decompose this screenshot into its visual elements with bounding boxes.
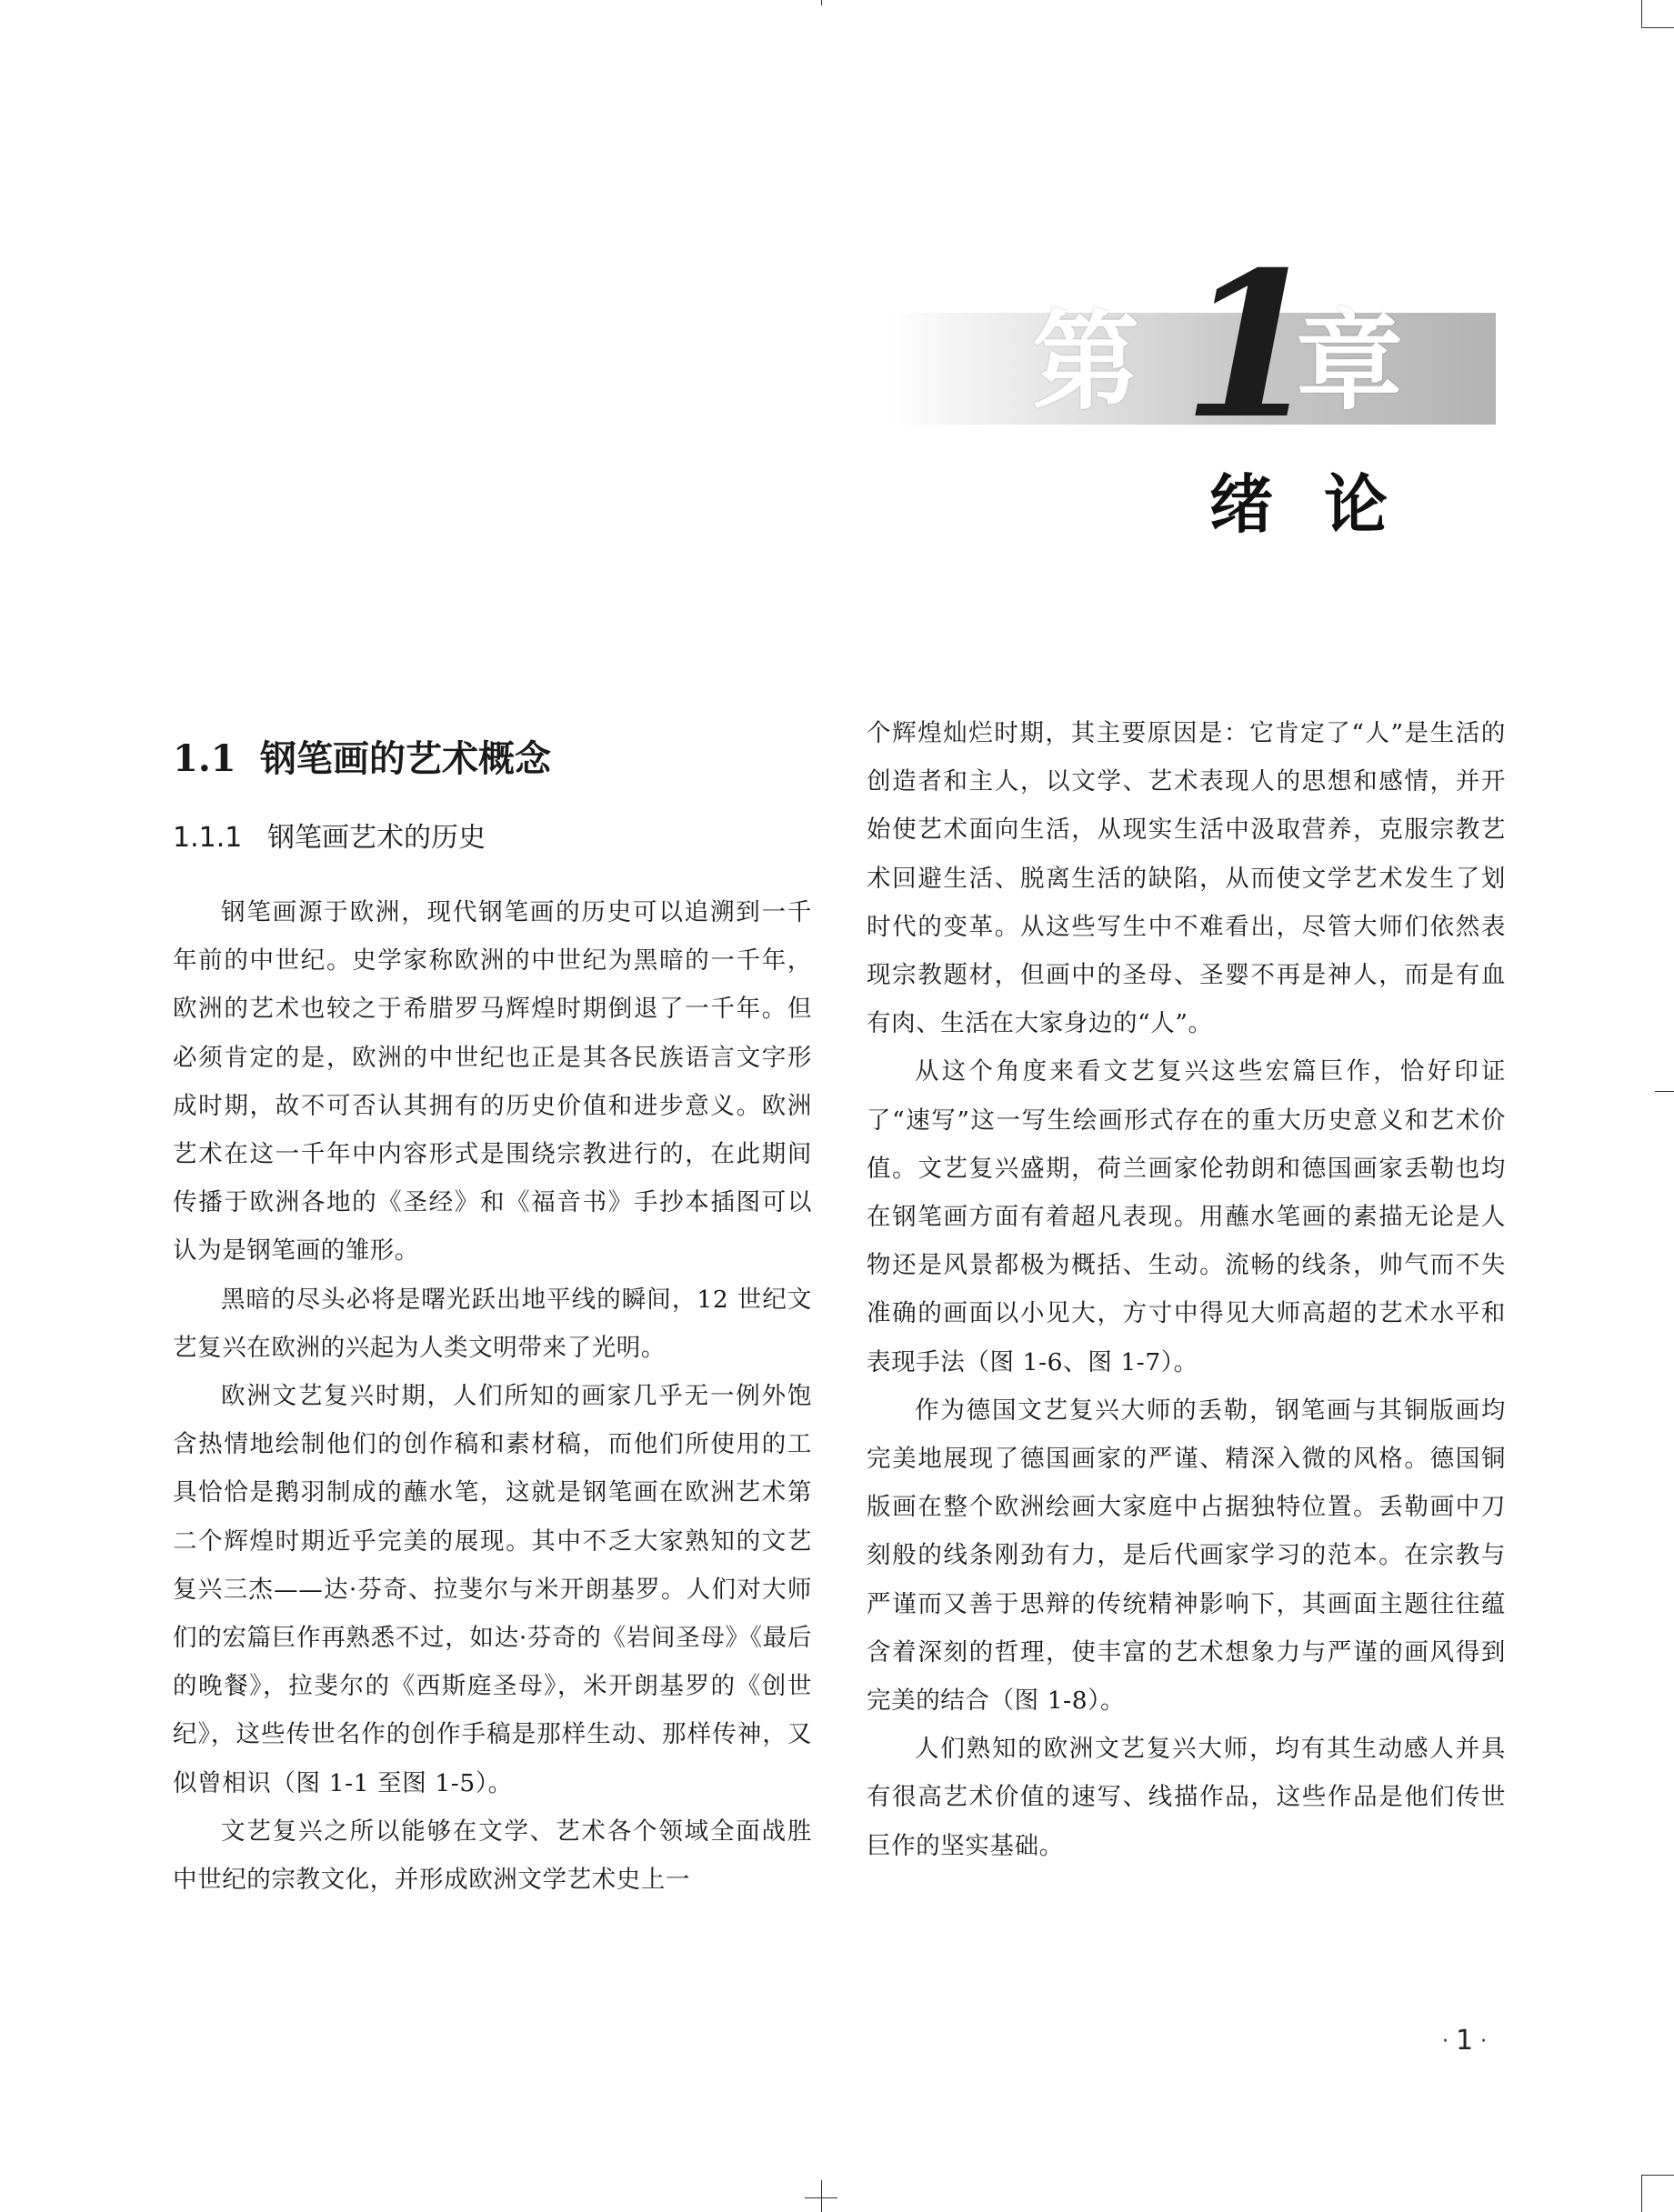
left-column [173,709,812,1904]
crop-mark [821,0,822,5]
section-number: 1.1 [173,737,236,780]
page-number [1435,2023,1494,2059]
page-number-value: 1 [1456,2025,1474,2057]
subsection-title: 钢笔画艺术的历史 [267,822,486,854]
crop-mark [805,2197,837,2198]
body-paragraph: 人们熟知的欧洲文艺复兴大师，均有其生动感人并具有很高艺术价值的速写、线描作品，这些作品是他们传世巨作的坚实基础。 [867,1735,1506,1860]
body-paragraph: 欧洲文艺复兴时期，人们所知的画家几乎无一例外饱含热情地绘制他们的创作稿和素材稿，而他们所使用的工具恰恰是鹅羽制成的蘸水笔，这就是钢笔画在欧洲艺术第二个辉煌时期近乎完美的展现。其中不乏大家熟知的文艺复兴三杰——达·芬奇、拉斐尔与米开朗基罗。人们对大师们的宏篇巨作再熟悉不过，如达·芬奇的《岩间圣母》《最后的晚餐》，拉斐尔的《西斯庭圣母》，米开朗基罗的《创世纪》，这些传世名作的创作手稿是那样生动、那样传神，又似曾相识（图 1-1 至图 1-5）。 [173,1382,812,1797]
chapter-suffix: 章 [1296,298,1404,425]
subsection-heading [173,820,812,856]
crop-mark [1655,1091,1674,1092]
body-paragraph: 钢笔画源于欧洲，现代钢笔画的历史可以追溯到一千年前的中世纪。史学家称欧洲的中世纪为黑暗的一千年，欧洲的艺术也较之于希腊罗马辉煌时期倒退了一千年。但必须肯定的是，欧洲的中世纪也正是其各民族语言文字形成时期，故不可否认其拥有的历史价值和进步意义。欧洲艺术在这一千年中内容形式是围绕宗教进行的，在此期间传播于欧洲各地的《圣经》和《福音书》手抄本插图可以认为是钢笔画的雏形。 [173,898,812,1266]
crop-mark [1641,0,1642,27]
section-title: 钢笔画的艺术概念 [260,737,551,780]
page-number-dot: · [1442,2029,1448,2053]
crop-mark [1641,2175,1674,2176]
crop-mark [1641,27,1674,28]
body-paragraph: 从这个角度来看文艺复兴这些宏篇巨作，恰好印证了“速写”这一写生绘画形式存在的重大历史意义和艺术价值。文艺复兴盛期，荷兰画家伦勃朗和德国画家丢勒也均在钢笔画方面有着超凡表现。用蘸水笔画的素描无论是人物还是风景都极为概括、生动。流畅的线条，帅气而不失准确的画面以小见大，方寸中得见大师高超的艺术水平和表现手法（图 1-6、图 1-7）。 [867,1057,1506,1376]
crop-mark [821,2180,822,2212]
subsection-number: 1.1.1 [173,822,243,854]
body-paragraph-continued: 个辉煌灿烂时期，其主要原因是：它肯定了“人”是生活的创造者和主人，以文学、艺术表现人的思想和感情，并开始使艺术面向生活，从现实生活中汲取营养，克服宗教艺术回避生活、脱离生活的缺陷，从而使文学艺术发生了划时代的变革。从这些写生中不难看出，尽管大师们依然表现宗教题材，但画中的圣母、圣婴不再是神人，而是有血有肉、生活在大家身边的“人”。 [867,719,1506,1038]
chapter-prefix: 第 [1032,298,1140,425]
body-paragraph: 黑暗的尽头必将是曙光跃出地平线的瞬间，12 世纪文艺复兴在欧洲的兴起为人类文明带来了光明。 [173,1285,812,1362]
section-heading [173,736,812,782]
crop-mark [1641,2175,1642,2212]
page-number-dot: · [1480,2029,1488,2053]
right-column [867,709,1506,1870]
chapter-title: 绪论 [1209,467,1438,542]
body-paragraph: 作为德国文艺复兴大师的丢勒，钢笔画与其铜版画均完美地展现了德国画家的严谨、精深入微的风格。德国铜版画在整个欧洲绘画大家庭中占据独特位置。丢勒画中刀刻般的线条刚劲有力，是后代画家学习的范本。在宗教与严谨而又善于思辩的传统精神影响下，其画面主题往往蕴含着深刻的哲理，使丰富的艺术想象力与严谨的画风得到完美的结合（图 1-8）。 [867,1396,1506,1716]
chapter-number: 1 [1182,227,1322,463]
body-paragraph: 文艺复兴之所以能够在文学、艺术各个领域全面战胜中世纪的宗教文化，并形成欧洲文学艺术史上一 [173,1817,812,1895]
